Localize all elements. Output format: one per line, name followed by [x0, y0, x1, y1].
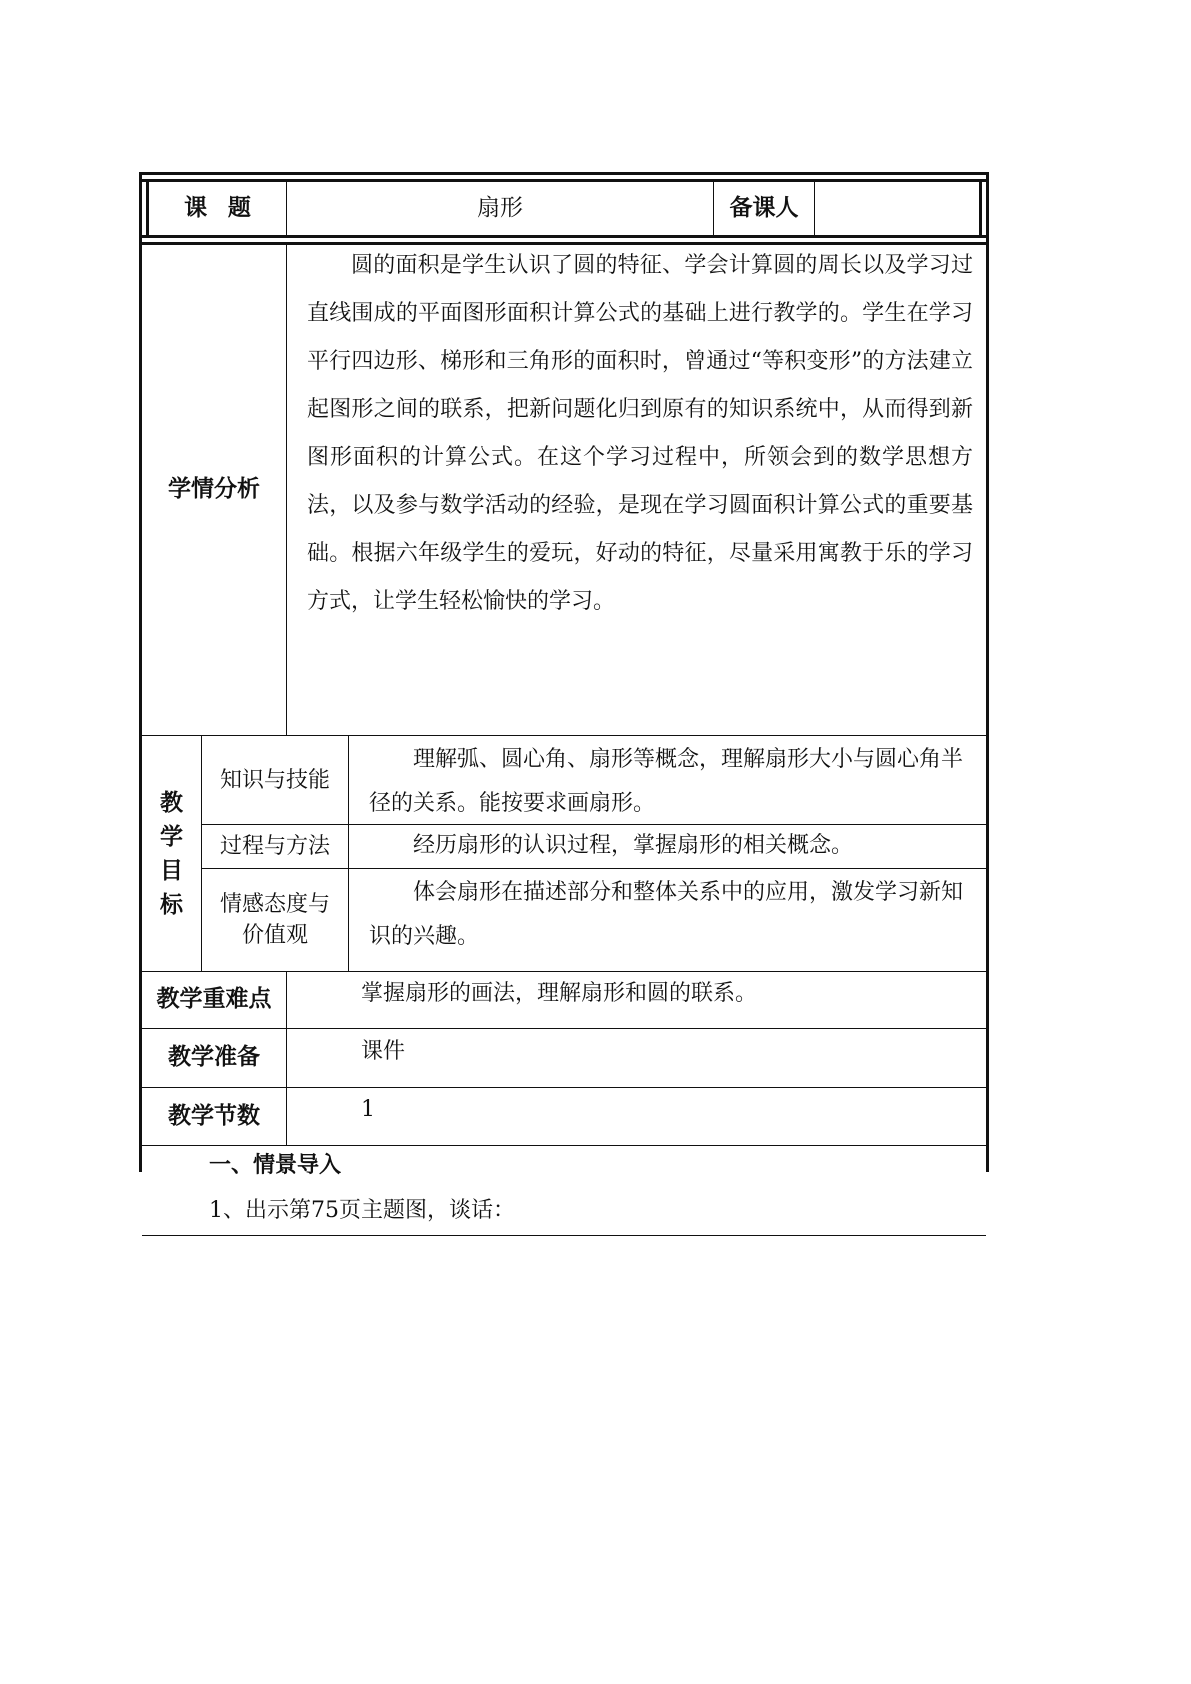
process-bottom-rule	[142, 1235, 986, 1236]
analysis-text: 圆的面积是学生认识了圆的特征、学会计算圆的周长以及学习过直线围成的平面图形面积计算公式的基础上进行教学的。学生在学习平行四边形、梯形和三角形的面积时，曾通过“等积变形”的方法建立起图形之间的联系，把新问题化归到原有的知识系统中，从而得到新图形面积的计算公式。在这个学习过程中，所领会到的数学思想方法，以及参与数学活动的经验，是现在学习圆面积计算公式的重要基础。根据六年级学生的爱玩，好动的特征，尽量采用寓教于乐的学习方式，让学生轻松愉快的学习。	[307, 253, 973, 614]
preparer-label: 备课人	[729, 194, 799, 221]
objective-attitude-label-line-1: 情感态度与	[219, 892, 330, 917]
lessons-label: 教学节数	[168, 1102, 260, 1129]
key-points-label: 教学重难点	[156, 986, 272, 1013]
header-inner-right-rule	[979, 179, 982, 238]
key-points-text: 掌握扇形的画法，理解扇形和圆的联系。	[361, 981, 758, 1006]
objective-knowledge-text: 理解弧、圆心角、扇形等概念，理解扇形大小与圆心角半径的关系。能按要求画扇形。	[369, 747, 964, 816]
preparer-value	[816, 182, 979, 235]
objective-process-text: 经历扇形的认识过程，掌握扇形的相关概念。	[413, 833, 854, 858]
left-column-divider-analysis	[286, 245, 287, 735]
process-line-1: 1、出示第75页主题图，谈话：	[209, 1198, 515, 1223]
objective-attitude-label	[202, 869, 348, 971]
objective-knowledge-label: 知识与技能	[219, 767, 330, 793]
objective-attitude-label-line-2: 价值观	[241, 923, 308, 948]
objectives-label	[142, 736, 201, 971]
preparation-label: 教学准备	[168, 1044, 260, 1071]
preparation-text: 课件	[361, 1039, 406, 1064]
topic-value: 扇形	[477, 194, 523, 221]
objectives-label-char-2: 学	[160, 823, 183, 850]
lesson-plan-table	[139, 172, 989, 1223]
process-heading: 一、情景导入	[209, 1153, 342, 1178]
left-column-divider-lower	[286, 972, 287, 1145]
header-divider-3	[814, 179, 815, 238]
analysis-label: 学情分析	[168, 476, 260, 503]
objectives-label-char-3: 目	[160, 857, 183, 884]
objective-process-label: 过程与方法	[219, 834, 330, 859]
lessons-text: 1	[361, 1097, 375, 1122]
objective-attitude-text: 体会扇形在描述部分和整体关系中的应用，激发学习新知识的兴趣。	[369, 880, 964, 949]
objectives-sublabel-divider	[348, 736, 349, 971]
objectives-label-char-4: 标	[160, 891, 183, 918]
header-inner-bottom-rule	[142, 235, 986, 238]
objectives-label-char-1: 教	[160, 789, 183, 816]
topic-label: 课题	[184, 194, 272, 221]
